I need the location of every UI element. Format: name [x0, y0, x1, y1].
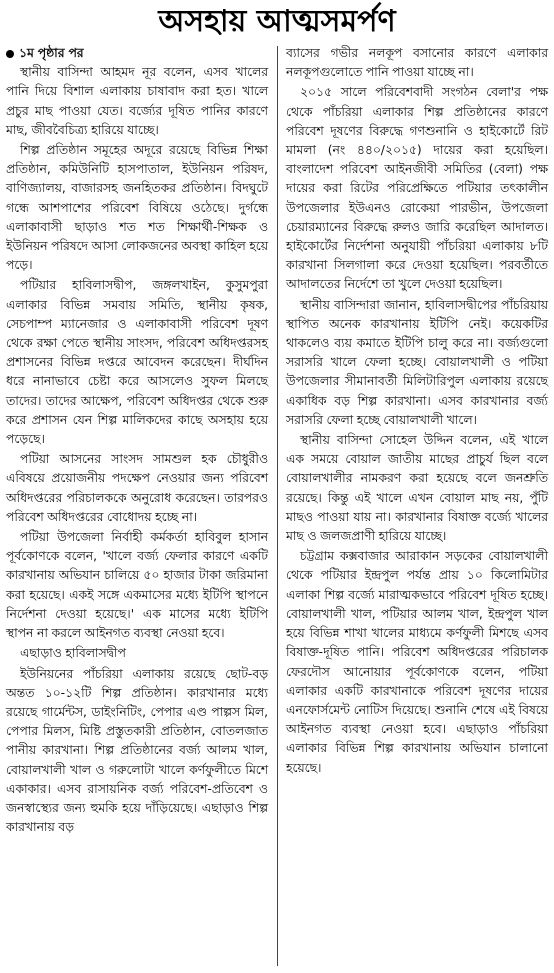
paragraph: স্থানীয় বাসিন্দা আহমদ নূর বলেন, এসব খালের পানি দিয়ে বিশাল এলাকায় চাষাবাদ করা হত। খালে প্রচুর মাছ পাওয়া যেত। বর্জ্যের দূষিত পানির কারণে মাছ, জীববৈচিত্র্য হারিয়ে যাচ্ছে। — [6, 65, 268, 137]
paragraph: ইউনিয়নের পাঁচরিয়া এলাকায় রয়েছে ছোট-বড় অন্তত ১০-১২টি শিল্প প্রতিষ্ঠান। কারখানার মধ্যে রয়েছে গার্মেন্টস, ডাইংনিটিং, পেপার এণ্ড পাল্পস মিল, পেপার মিলস, মিষ্টি প্রস্তুতকারী প্রতিষ্ঠান, বোতলজাত পানীয় কারখানা। শিল্প প্রতিষ্ঠানের বর্জ্য আলম খাল, বোয়ালখালী খাল ও গরুলোটা খালে কর্ণফুলীতে মিশে একাকার। এসব রাসায়নিক বর্জ্য পরিবেশ-প্রতিবেশ ও জনস্বাস্থ্যের জন্য হুমকি হয়ে দাঁড়িয়েছে। এছাড়াও শিল্প কারখানায় বড় — [6, 666, 268, 835]
paragraph: পটিয়া উপজেলা নির্বাহী কর্মকর্তা হাবিবুল হাসান পূর্বকোণকে বলেন, 'খালে বর্জ্য ফেলার কারণে একটি কারখানায় অভিযান চালিয়ে ৫০ হাজার টাকা জরিমানা করা হয়েছে। একই সঙ্গে একমাসের মধ্যে ইটিপি স্থাপনে নির্দেশনা দেওয়া হয়েছে।' এক মাসের মধ্যে ইটিপি স্থাপন না করলে আইনগত ব্যবস্থা নেওয়া হবে। — [6, 530, 268, 641]
paragraph: স্থানীয় বাসিন্দারা জানান, হাবিলাসদ্বীপের পাঁচরিয়ায় স্থাপিত অনেক কারখানায় ইটিপি নেই। কয়েকটির থাকলেও ব্যয় কমাতে ইটিপি চালু করে না। বর্জ্যগুলো সরাসরি খালে ফেলা হচ্ছে। বোয়ালখালী ও পটিয়া উপজেলার সীমানাবর্তী মিলিটারিপুল এলাকায় রয়েছে একাধিক বড় শিল্প কারখানা। এসব কারখানার বর্জ্য সরাসরি ফেলা হচ্ছে বোয়ালখালী খালে। — [286, 297, 548, 427]
left-column — [6, 44, 268, 838]
paragraph: ২০১৫ সালে পরিবেশবাদী সংগঠন বেলা'র পক্ষ থেকে পাঁচরিয়া এলাকার শিল্প প্রতিষ্ঠানের কারণে পরিবেশ দূষণের বিরুদ্ধে গণশুনানি ও হাইকোর্টে রিট মামলা (নং ৪৪০/২০১৫) দায়ের করা হয়েছিল। বাংলাদেশ পরিবেশ আইনজীবী সমিতির (বেলা) পক্ষ দায়ের করা রিটের পরিপ্রেক্ষিতে পটিয়ার তৎকালীন উপজেলার ইউএনও রোকেয়া পারভীন, উপজেলা চেয়ারম্যানের বিরুদ্ধে রুলও জারি করেছিল আদালত। হাইকোর্টের নির্দেশনা অনুযায়ী পাঁচরিয়া এলাকায় ৮টি কারখানা সিলগালা করে দেওয়া হয়েছিল। পরবর্তীতে আদালতের নির্দেশে তা খুলে দেওয়া হয়েছিল। — [286, 85, 548, 292]
paragraph: এছাড়াও হাবিলাসদ্বীপ — [20, 646, 126, 661]
continued-from-text: ১ম পৃষ্ঠার পর — [19, 46, 84, 60]
paragraph: পটিয়া আসনের সাংসদ সামশুল হক চৌধুরীও এবিষয়ে প্রয়োজনীয় পদক্ষেপ নেওয়ার জন্য পরিবেশ অধিদপ্তরের পরিচালককে অনুরোধ করেছেন। তারপরও পরিবেশ অধিদপ্তরের বোধোদয় হচ্ছে না। — [6, 452, 268, 524]
paragraph: চট্টগ্রাম কক্সবাজার আরাকান সড়কের বোয়ালখালী থেকে পটিয়ার ইন্দ্রপুল পর্যন্ত প্রায় ১০ কিলোমিটার এলাকা শিল্প বর্জ্যে মারাত্মকভাবে পরিবেশ দূষিত হচ্ছে। বোয়ালখালী খাল, পটিয়ার আলম খাল, ইন্দ্রপুল খাল হয়ে বিভিন্ন শাখা খালের মাধ্যমে কর্ণফুলী মিশছে এসব বিষাক্ত-দূষিত পানি। পরিবেশ অধিদপ্তরের পরিচালক ফেরদৌস আনোয়ার পূর্বকোণকে বলেন, পটিয়া এলাকার একটি কারখানাকে পরিবেশ দূষণের দায়ের এনফোর্সমেন্ট নোটিস দিয়েছে। শুনানি শেষে এই বিষয়ে আইনগত ব্যবস্থা নেওয়া হবে। এছাড়াও পাঁচরিয়া এলাকার বিভিন্ন শিল্প কারখানায় অভিযান চালানো হয়েছে। — [286, 549, 548, 775]
right-column — [286, 44, 548, 779]
headline: অসহায় আত্মসমর্পণ — [158, 4, 396, 39]
paragraph: পটিয়ার হাবিলাসদ্বীপ, জঙ্গলখাইন, কুসুমপুরা এলাকার বিভিন্ন সমবায় সমিতি, স্থানীয় কৃষক, সেচপাম্প ম্যানেজার ও এলাকাবাসী পরিবেশ দূষণ থেকে রক্ষা পেতে স্থানীয় সাংসদ, পরিবেশ অধিদপ্তরসহ প্রশাসনের বিভিন্ন দপ্তরে আবেদন করেছেন। দীর্ঘদিন ধরে নানাভাবে চেষ্টা করে আসলেও সুফল মিলছে তাদের। তাদের আক্ষেপ, পরিবেশ অধিদপ্তর থেকে শুরু করে প্রশাসন যেন শিল্প মালিকদের কাছে অসহায় হয়ে পড়েছে। — [6, 278, 268, 447]
column-divider — [277, 46, 278, 966]
bullet-icon — [6, 50, 14, 58]
paragraph: শিল্প প্রতিষ্ঠান সমূহের অদূরে রয়েছে বিভিন্ন শিক্ষা প্রতিষ্ঠান, কমিউনিটি হাসপাতাল, ইউনিয়ন পরিষদ, বাণিজ্যালয়, বাজারসহ জনহিতকর প্রতিষ্ঠান। বিদঘুটে গন্ধে আশপাশের পরিবেশ বিষিয়ে ওঠেছে। দুর্গন্ধে এলাকাবাসী ছাড়াও শত শত শিক্ষার্থী-শিক্ষক ও ইউনিয়ন পরিষদে আসা লোকজনের অবস্থা কাহিল হয়ে পড়ে। — [6, 143, 268, 273]
paragraph: স্থানীয় বাসিন্দা সোহেল উদ্দিন বলেন, এই খালে এক সময়ে বোয়াল জাতীয় মাছের প্রাচুর্য ছিল বলে বোয়ালখালীর নামকরণ করা হয়েছে বলে জনশ্রুতি রয়েছে। কিন্তু এই খালে এখন বোয়াল মাছ নয়, পুঁটি মাছও পাওয়া যায় না। কারখানার বিষাক্ত বর্জ্যে খালের মাছ ও জলজপ্রাণী হারিয়ে যাচ্ছে। — [286, 433, 548, 544]
continued-from-label — [6, 44, 268, 63]
paragraph: ব্যাসের গভীর নলকূপ বসানোর কারণে এলাকার নলকূপগুলোতে পানি পাওয়া যাচ্ছে না। — [286, 46, 548, 80]
